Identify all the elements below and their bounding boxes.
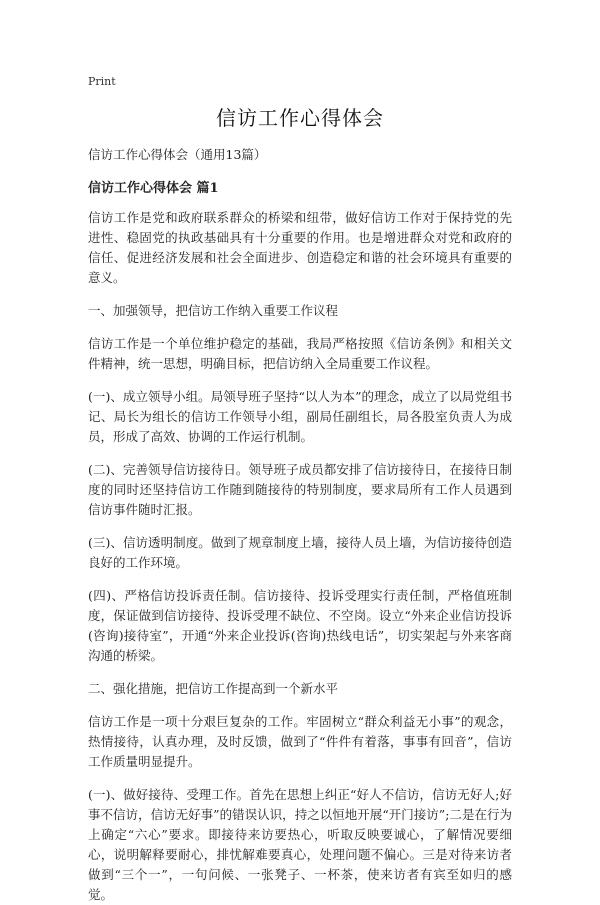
paragraph: (三)、信访透明制度。做到了规章制度上墙，接待人员上墙，为信访接待创造良好的工作环境。 <box>88 535 512 570</box>
paragraph: (四)、严格信访投诉责任制。信访接待、投诉受理实行责任制，严格值班制度，保证做到信访接待、投诉受理不缺位、不空岗。设立“外来企业信访投诉(咨询)接待室”，开通“外来企业投诉(咨询)热线电话”，切实架起与外来客商沟通的桥梁。 <box>88 588 512 663</box>
print-link[interactable]: Print <box>88 75 116 88</box>
section-heading: 信访工作心得体会 篇1 <box>88 181 219 196</box>
paragraph-heading-two: 二、强化措施，把信访工作提高到一个新水平 <box>88 681 339 696</box>
paragraph: (一)、做好接待、受理工作。首先在思想上纠正“好人不信访，信访无好人;好事不信访，信访无好事”的错误认识，持之以恒地开展“开门接访”;二是在行为上确定“六心”要求。即接待来访要热心，听取反映要诚心，了解情况要细心，说明解释要耐心，排忧解难要真心，处理问题不偏心。三是对待来访者做到“三个一”，一句问候、一张凳子、一杯茶，使来访者有宾至如归的感觉。 <box>88 787 512 902</box>
paragraph-intro: 信访工作是党和政府联系群众的桥梁和纽带，做好信访工作对于保持党的先进性、稳固党的执政基础具有十分重要的作用。也是增进群众对党和政府的信任、促进经济发展和社会全面进步、创造稳定和谐的社会环境具有重要的意义。 <box>88 210 512 285</box>
document-subtitle: 信访工作心得体会（通用13篇） <box>88 147 267 162</box>
paragraph: (二)、完善领导信访接待日。领导班子成员都安排了信访接待日，在接待日制度的同时还坚持信访工作随到随接待的特别制度，要求局所有工作人员遇到信访事件随时汇报。 <box>88 462 512 517</box>
paragraph: 信访工作是一项十分艰巨复杂的工作。牢固树立“群众利益无小事”的观念，热情接待，认真办理，及时反馈，做到了“件件有着落，事事有回音”，信访工作质量明显提升。 <box>88 714 512 769</box>
page-title: 信访工作心得体会 <box>216 106 384 130</box>
paragraph: 信访工作是一个单位维护稳定的基础，我局严格按照《信访条例》和相关文件精神，统一思想，明确目标，把信访纳入全局重要工作议程。 <box>88 336 512 371</box>
paragraph-heading-one: 一、加强领导，把信访工作纳入重要工作议程 <box>88 303 339 318</box>
paragraph: (一)、成立领导小组。局领导班子坚持“以人为本”的理念，成立了以局党组书记、局长为组长的信访工作领导小组，副局任副组长，局各股室负责人为成员，形成了高效、协调的工作运行机制。 <box>88 389 512 444</box>
